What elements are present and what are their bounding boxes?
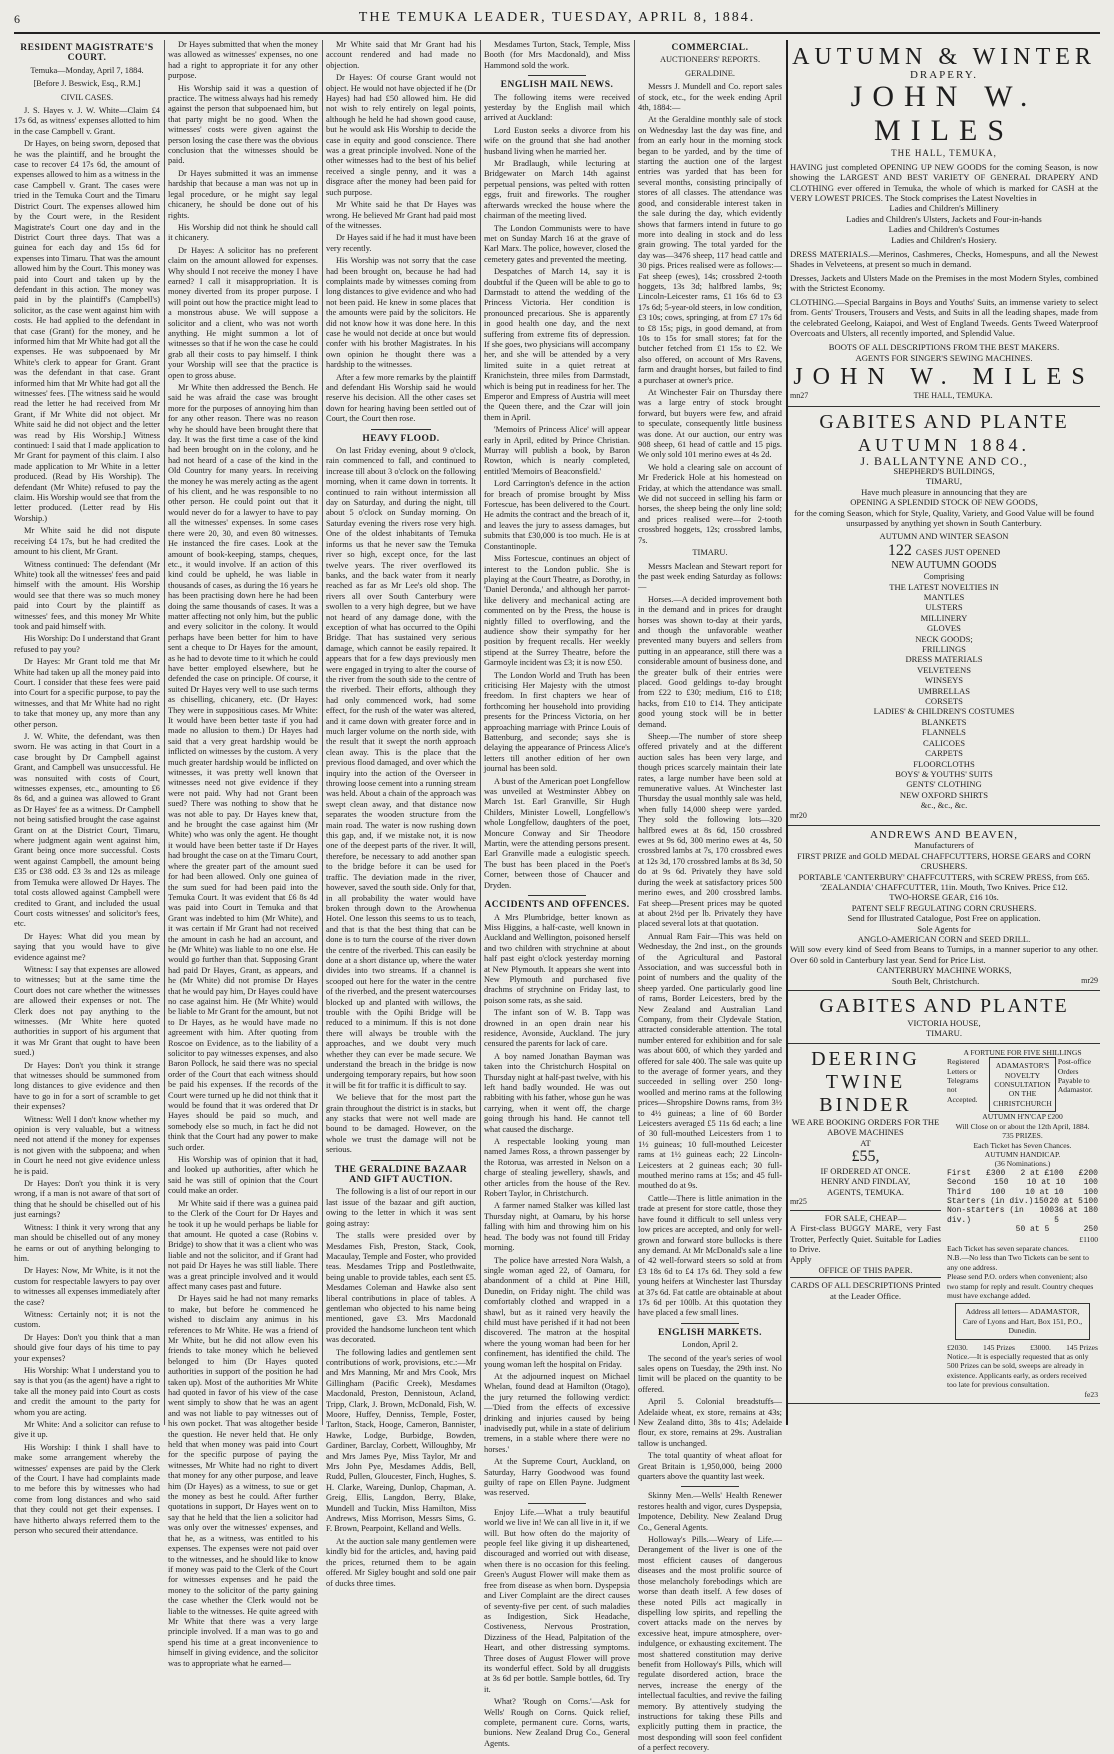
court-section: CIVIL CASES. — [60, 92, 114, 102]
ad-subline: DRAPERY. — [909, 69, 979, 81]
table-cell: 10 at 10 — [1026, 1178, 1066, 1188]
list-item: ULSTERS — [925, 602, 963, 613]
paragraph: His Worship: Do I understand that Grant refused to pay you? — [14, 634, 160, 654]
paragraph: Mr White said that Mr Grant had his account rendered and had made no objection. — [326, 40, 476, 70]
paragraph: Witness: I think it very wrong that any man should be chiselled out of any money he earns or out of anything belonging to him. — [14, 1222, 160, 1263]
ad-ref: fe23 — [1084, 1389, 1098, 1399]
column-2 — [168, 40, 319, 1668]
bazaar-body — [326, 1187, 476, 1588]
paragraph: The second of the year's series of wool sales opens on Tuesday, the 29th inst. No limit will be placed on the quantity to be offered. — [638, 1353, 782, 1394]
timaru-body — [638, 562, 782, 1319]
ad-address: THE HALL, TEMUKA, — [891, 148, 997, 159]
column-4-ads — [484, 1508, 630, 1749]
advertisements — [788, 40, 1100, 1425]
paragraph: After a few more remarks by the plaintiff and defendant His Worship said he would reserve his decision. All the other cases set down for hearing having been settled out of Court, the Court then rose. — [326, 372, 476, 424]
ad-making: Dresses, Jackets and Ulsters Made on the Premises in the most Modern Styles, combined with the Strictest Economy. — [790, 272, 1098, 294]
court-continued — [168, 40, 318, 1669]
ad-ref: mn27 — [790, 391, 809, 401]
paragraph: Dr Hayes submitted it was an immense hardship that because a man was not up in legal procedure, or he might say legal chicanery, he should be done out of his rights. — [168, 168, 318, 220]
paragraph: Messrs J. Mundell and Co. report sales of stock, etc., for the week ending April 4th, 1884:— — [638, 82, 782, 113]
divider — [528, 895, 586, 896]
table-cell: 50 at 5 — [1015, 1225, 1050, 1235]
court-conclusion — [326, 40, 476, 425]
paragraph: At the adjourned inquest on Michael Whelan, found dead at Hamilton (Otago), the jury returned the following verdict:—'Died from the effects of excessive drinking and injuries caused by being inadvisedly put, while in a state of delirium tremens, in a stable where there were no horses.' — [484, 1371, 630, 1454]
paragraph: At the Geraldine monthly sale of stock on Wednesday last the day was fine, and from an early hour in the morning stock began to be yarded, and by the time of starting the auction one of the largest entries was yarded that has been for several months, consisting principally of stores of all classes. The attendance was good, and considerable interest taken in the sale during the day, which evidently shows that farmers intend in future to go more into dealing in stock and do less grain growing. The total yarded for the day was—3476 sheep, 117 head cattle and 30 pigs. Prices realised were as follows:—Fat sheep (ewes), 14s; crossbred 2-tooth hoggets, 13s 3d; halfbred lambs, 9s; Lincoln-Leicester rams, £1 16s 6d to £3 17s 6d; 5-year-old steers, in low condition, £3 10s; cows, springing, at from £7 17s 6d to £8 15s; pigs, in good demand, at from 10s to 15s for small stores; fat for the butcher fetched from £1 15s to £2. We also offered, on account of Mrs Ravens, farm and draught horses, but failed to find a purchaser at owner's price. — [638, 115, 782, 385]
table-cell: 180 — [1083, 1206, 1098, 1216]
paragraph: Dr Hayes: Don't you think it strange that witnesses should be summoned from long distances to give evidence and then have to go in for a sort of scramble to get their expenses? — [14, 1060, 160, 1112]
table-cell: Third — [947, 1187, 972, 1197]
ad-booking: WE ARE BOOKING ORDERS FOR THE ABOVE MACHINES — [791, 1116, 940, 1138]
table-cell: 100 — [1083, 1196, 1098, 1206]
table-cell: 20 at 5 — [1049, 1196, 1083, 1206]
paragraph: Annual Ram Fair—This was held on Wednesday, the 2nd inst., on the grounds of the Agricultural and Pastoral Association, and was successful both in point of numbers and the quality of the sheep yarded. One particularly good line of rams, Border Leicesters, bred by the New Zealand and Australian Land Company, from their Clydevale Station, attracted considerable attention. The total number entered for exhibition and for sale was about 600, of which they yarded and offered for sale 400. The sale was quite up to the average of former years, and they succeeded in selling over 250 long-woolled and merino rams at the following prices—Shropshire Downs rams, from 3½ to 4½ guineas; a line of 60 Border Leicesters averaged £5 11s 6d each; a line of 30 full-mouthed Leicesters from 1 to 1½ guineas; 10 full-mouthed Leicester rams at 1½ guineas each; 22 Lincoln-Leicesters at 2 guineas each; 30 full-mouthed merino rams at 15s; and 45 full-mouthed do at 9s. — [638, 931, 782, 1191]
list-item: MANTLES — [923, 592, 965, 602]
ad-ref: mr20 — [790, 810, 807, 820]
divider — [681, 1486, 739, 1487]
paragraph: His Worship was not sorry that the case had been brought on, because he had had complaints made by witnesses coming from long distances to give evidence and who had not been paid. He knew in some places that the amounts were paid by the solicitors. He did not know how it was done here. In this case he would not decide at once but would confer with his brother Magistrates. In his own opinion he thought there was a hardship to the witnesses. — [326, 256, 476, 370]
ad-season-line: AUTUMN AND WINTER SEASON — [879, 531, 1009, 542]
table-row — [947, 1206, 1098, 1225]
ad-fortune-number: 735 PRIZES. — [1002, 1131, 1043, 1141]
paragraph: Witness: I say that expenses are allowed to witnesses; but at the same time the Court does not care whether the witnesses are allowed their expenses or not. The Clerk does not pay anything to the witnesses. (Mr White here quoted authorities in support of his argument that it was Mr Grant that ought to have been sued.) — [14, 964, 160, 1058]
table-row — [947, 1225, 1098, 1234]
paragraph: We hold a clearing sale on account of Mr Frederick Hole at his homestead on Friday, at which the attendance was small. We did not succeed in selling his farm or horses, the sheep being the only line sold; and prices realised were—for 2-tooth crossbred hoggets, 12s; crossbred lambs, 7s. — [638, 462, 782, 545]
bazaar-title: THE GERALDINE BAZAAR AND GIFT AUCTION. — [334, 1164, 468, 1186]
paragraph: A farmer named Stalker was killed last Thursday night, at Oamaru, by his horse falling with him and throwing him on his head. The body was not found till Friday morning. — [484, 1201, 630, 1253]
ad-count: 122 — [887, 541, 912, 559]
ad-fortune-cap: AUTUMN HANDICAP. — [984, 1149, 1061, 1159]
ad-firm-name: GABITES AND PLANTE — [819, 410, 1069, 433]
commercial-body — [638, 82, 782, 546]
column-4 — [484, 40, 630, 1748]
ad-row-bottom — [788, 1044, 1100, 1404]
ad-works: CANTERBURY MACHINE WORKS, — [876, 965, 1012, 976]
paragraph: J. W. White, the defendant, was then sworn. He was acting in that Court in a case brought by Dr Campbell against Grant, and Campbell was unsuccessful. He was nonsuited with costs of Court, witnesses expenses, etc., amounting to £6 8s 6d, and a guinea was allowed to Grant as Dr Hayes' fee as a witness. Dr Campbell not being satisfied brought the case against Grant on at the District Court, Timaru, where judgment again went against him, Grant being once more successful. Costs went against Campbell, the amount being £35 or £38 odd. £3 3s and 12s as mileage from Temuka were allowed Dr Hayes. The total costs allowed against Campbell were credited to Grant, and included the usual Court costs witnesses' and solicitor's fees, etc. — [14, 732, 160, 929]
paragraph: On last Friday evening, about 9 o'clock, rain commenced to fall, and continued to increase till about 3 o'clock on the following morning, when it came down in torrents. It continued to rain without intermission all day on Saturday, and during the night, till about 5 o'clock on Sunday morning. On Saturday evening the rivers rose very high. One of the oldest inhabitants of Temuka informs us that he never saw the Temuka river so high, except once, for the last twelve years. The river overflowed its banks, and the back water from it nearly reached as far as Mr Lee's old shop. The rivers all over South Canterbury were swollen to a very high degree, but we have not heard of any damage done, with the exception of what has occurred to the Opihi Bridge. That has sustained very serious damage, which cannot be easily repaired. It appears that for a few days previously men were engaged in trying to alter the course of the river from the south side to the centre of the riverbed. Their efforts, although they had only commenced work, had some effect, for the rush of the water was altered, and it came down with greater force and in much larger volume on the north side, with the result that it swept the north approach clean away. This is the place that the previous flood damaged, and over which the inquiry into the action of the Overseer in throwing loose cement into a running stream was held. About a chain of the approach was swept clean away, and that distance now separates the wooden structure from the main road. The water is now rushing down this gap, and, if we mistake not, it is now one of the deepest parts of the river. It will, therefore, be necessary to add another span to the bridge before it can be used for traffic. The deviation made in the river, however, saved the south side. Only for that, in all probability the water would have broken through down to the Arowhenua Hotel. One lesson this seems to us to teach, and that is that the best thing that can be done is to turn the course of the river down the centre of the riverbed. This can easily be done at a short distance up, where the water divides into two streams. If a channel is scooped out here for the water in the centre of the riverbed, and the present watercourses blocked up and planted with willows, the trouble with the Opihi Bridge will be reduced to a minimum. If this is not done there will always be trouble with the approaches, and we doubt very much whether they can ever be made secure. We understand the breach in the bridge is now undergoing temporary repairs, but how soon it will be fit for traffic it is difficult to say. — [326, 446, 476, 1090]
commercial-title: COMMERCIAL. — [671, 43, 749, 53]
flood-title: HEAVY FLOOD. — [362, 433, 440, 444]
ad-fortune-each: Each Ticket has Seven Chances. — [973, 1140, 1072, 1150]
paragraph: His Worship: What I understand you to say is that you (as the agent) have a right to take all the money paid into Court as costs and credit the amount to the party for whom you are acting. — [14, 1365, 160, 1417]
paragraph: Messrs Maclean and Stewart report for the past week ending Saturday as follows:— — [638, 561, 782, 592]
paragraph: A Mrs Plumbridge, better known as Miss Higgins, a half-caste, well known in Auckland and Wellington, poisoned herself and two children with strychnine at about half past eight o'clock yesterday morning at New Plymouth. It appears she went into New Plymouth and purchased five drachms of strychnine on Friday last, to poison some rats, as she said. — [484, 912, 630, 1005]
paragraph: The total quantity of wheat afloat for Great Britain is 1,950,000, being 2000 quarters above the quantity last week. — [638, 1451, 782, 1482]
ad-send: Send for Illustrated Catalogue, Post Free on application. — [847, 913, 1041, 924]
paragraph: At the Supreme Court, Auckland, on Saturday, Harry Goodwood was found guilty of rape on Ellen Payne. Judgment was reserved. — [484, 1457, 630, 1498]
paragraph: 'Memoirs of Princess Alice' will appear early in April, edited by Prince Christian. Murray will publish a book, by Baron Rowton, which is nearly completed, entitled 'Memoirs of Beaconsfield.' — [484, 425, 630, 476]
paragraph: Dr Hayes: A solicitor has no preferent claim on the amount allowed for expenses. Why should I not receive the money I have earned? I call it misappropriation. It is money diverted from its proper purpose. I will point out how the practice might lead to a monstrous abuse. We will suppose a solicitor and a client, who was not worth anything. He might summon a lot of witnesses so that if he won the case he could grab all their costs to pay himself. I think your Worship will see that the practice is open to gross abuse. — [168, 245, 318, 380]
paragraph: At the auction sale many gentlemen were kindly bid for the articles, and, having paid the prices, returned them to be again offered. Mr Sigley bought and sold one pair of ducks three times. — [326, 1536, 476, 1588]
paragraph: Dr Hayes: What did you mean by saying that you would have to give evidence against me? — [14, 931, 160, 962]
ad-fortune-notice: Notice.—It is especially requested that as only 500 Prizes can be sold, sweeps are already in existence. Applicants early, as orders received too late for previous consultation. — [947, 1352, 1089, 1390]
ad-fortune-nb: N.B.—No less than Two Tickets can be sent to any one address. — [947, 1253, 1089, 1272]
paragraph: Dr Hayes, on being sworn, deposed that he was the plaintiff, and he brought the case to recover £4 17s 6d, the amount of expenses allowed to him as a witness in the case Campbell v. Grant. The cases were tried in the Temuka Court and the Timaru District Court. The expenses allowed him by the Court were, in the Resident Magistrate's Court one day and in the District Court three days. That was a guinea for each day and 15s 6d for expenses into Timaru. That was the amount allowed him by the Court. This money was paid into Court and taken up by the defendant in this action. The money was paid in by the plaintiff's (Campbell's) solicitor, as the case went against him with costs. He had applied to the defendant in that case (Grant) for the money, and he informed him that Mr White had got all the expenses. He was subpoenaed by Mr White's clerk to appear for Grant. Grant was the defendant in that case. Grant informed him that Mr White had got all the witnesses' fees. [The witness said he would read the letter he had received from Mr Grant, if Mr White did not object. Mr White said he did not object and the letter was read by His Worship.] Witness continued: I said that I made application to Mr Grant for payment of this claim. I also made application to Mr White in a letter produced. (Read by His Worship). The defendant (Mr White) refused to pay the claim. His Worship would see that from the letter produced. (Letter read by His Worship.) — [14, 139, 160, 523]
table-row — [947, 1178, 1098, 1187]
ad-agent: HENRY AND FINDLAY, — [820, 1176, 911, 1187]
paragraph: Miss Fortescue, continues an object of interest to the London public. She is playing at the Court Theatre, as Dorothy, in 'Daniel Deronda,' and although her parrot-like delivery and mechanical acting are commented on by the Press, the house is nightly filled to overflowing, and the audience show their sympathy for her position by frequent recalls. Her weekly stipend at the Surrey Theatre, before the Garmoyle incident was £3; it is now £50. — [484, 554, 630, 668]
ad-portable: PORTABLE 'CANTERBURY' CHAFFCUTTERS, with SCREW PRESS, from £65. — [798, 871, 1090, 882]
paragraph: The stalls were presided over by Mesdames Fish, Preston, Stack, Cook, Macaulay, Temple and Foster, who provided teas. Mesdames Tripp and Postlethwaite, being unable to provide tables, each sent £5. Mesdames Coleman and Hawke also sent liberal contributions in place of tables. A gentleman who objected to his name being mentioned, gave £3. Mrs Macdonald provided the handsome luncheon tent which was decorated. — [326, 1231, 476, 1345]
table-cell: 250 — [1083, 1225, 1098, 1235]
ad-fortune-event: AUTUMN H'N'CAP £200 — [982, 1112, 1063, 1122]
table-cell: 150 — [994, 1178, 1009, 1188]
paragraph: Dr Hayes submitted that when the money was allowed as witnesses' expenses, no one had a right to appropriate it for any other purpose. — [168, 40, 318, 81]
table-cell: 100 — [1083, 1178, 1098, 1188]
ad-comprising: Comprising — [923, 571, 965, 582]
table-cell: £300 — [986, 1168, 1006, 1178]
list-item: MILLINERY — [920, 612, 968, 623]
ad-fortune — [947, 1048, 1098, 1399]
list-item: &c., &c., &c. — [920, 800, 968, 811]
ad-gabites-victoria — [788, 991, 1100, 1044]
list-item: UMBRELLAS — [917, 685, 971, 696]
table-cell: Non-starters (in div.) — [947, 1206, 1024, 1225]
column-rule — [634, 40, 635, 1425]
paragraph: Witness: Well I don't know whether my opinion is very valuable, but a witness need not attend if the money for expenses is not given with the subpoena; and when in Court he need not give evidence unless he is paid. — [14, 1114, 160, 1176]
paragraph: Horses.—A decided improvement both in the demand and in prices for draught horses was shown to-day at their yards, and though the unfavorable weather prevented many buyers and sellers from putting in an appearance, still there was a considerable amount of business done, and the greater bulk of their entries were placed. Good geldings to-day brought from £22 to £30; medium, £16 to £18; hacks, from £10 to £14. They anticipate good young stock will be in better demand. — [638, 594, 782, 729]
divider — [528, 1503, 586, 1504]
paragraph: The London Communists were to have met on Sunday March 16 at the grave of Karl Marx. The police, however, closed the cemetery gates and prevented the meeting. — [484, 223, 630, 264]
paragraph: A respectable looking young man named James Ross, a thrown passenger by the Rotorua, was arrested in Nelson on a charge of stealing jewellery, shawls, and other articles from the house of the Rev. Robert Taylor, in Christchurch. — [484, 1137, 630, 1199]
ad-gear: TWO-HORSE GEAR, £16 10s. — [889, 892, 999, 903]
ad-item-list — [790, 592, 1098, 811]
ad-andrews-beaven — [788, 826, 1100, 991]
ad-boots: BOOTS OF ALL DESCRIPTIONS FROM THE BEST MAKERS. — [828, 342, 1060, 353]
table-cell: 150 — [1034, 1196, 1049, 1206]
ad-zealandia: 'ZEALANDIA' CHAFFCUTTER, 11in. Mouth, Two Knives. Price £12. — [820, 881, 1068, 892]
ad-firm-name: ANDREWS AND BEAVEN, — [869, 828, 1019, 841]
paragraph: Mr White said if there was a guinea paid to the Clerk of the Court for Dr Hayes and he took it up he would perhaps be liable for that amount. He quoted a case (Robins v. Bridge) to show that it was a client who was liable and not the solicitor, and if Grant had not paid Dr Hayes he was still liable. There was a great principle involved and it would affect many cases past and future. — [168, 1198, 318, 1291]
list-item: BOYS' & YOUTHS' SUITS — [895, 768, 993, 779]
ad-building: SHEPHERD'S BUILDINGS, — [893, 465, 995, 476]
list-item: Ladies and Children's Hosiery. — [891, 234, 997, 245]
divider — [371, 429, 431, 430]
paragraph: Skinny Men.—Wells' Health Renewer restores health and vigor, cures Dyspepsia, Impotence, Debility. New Zealand Drug Co., General Agents. — [638, 1491, 782, 1532]
court-body — [14, 106, 160, 1536]
table-cell: First — [947, 1168, 972, 1178]
ad-john-miles — [788, 40, 1100, 407]
ad-address-repeat: THE HALL, TEMUKA. — [913, 391, 993, 401]
flood-body — [326, 446, 476, 1156]
ad-firm: J. BALLANTYNE AND CO., — [860, 453, 1028, 468]
table-cell: 2 at £100 — [1020, 1168, 1064, 1178]
table-cell: £200 — [1078, 1168, 1098, 1178]
paragraph: April 5. Colonial breadstuffs—Adelaide wheat, ex store, remains at 43s; New Zealand ditto, 38s to 41s; Adelaide flour, ex store, remains at 29s. Australian tallow is unchanged. — [638, 1397, 782, 1448]
ad-cases: CASES JUST OPENED — [915, 546, 1001, 557]
ad-clothing: CLOTHING.—Special Bargains in Boys and Youths' Suits, an immense variety to select from. Gents' Trousers, Trousers and Vests, and Suits in all the leading shapes, made from the celebrated Geelong, Kaiapoi, and West of England Tweeds. Gents Tweed Waterproof Overcoats and Ulsters, all recently imported, and Splendid Value. — [790, 296, 1098, 338]
list-item: LADIES' & CHILDREN'S COSTUMES — [873, 706, 1015, 717]
ad-latest: THE LATEST NOVELTIES IN — [889, 581, 999, 592]
list-item: FLOORCLOTHS — [913, 758, 975, 769]
table-cell: Second — [947, 1178, 976, 1188]
paragraph: The London World and Truth has been criticising Her Majesty with the utmost freedom. In first chapters we hear of forthcoming her household into providing presents for the Princess Victoria, on her approaching marriage with Prince Louis of Battenburg, and seconde; says she is delaying the appearance of Princess Alice's letters till another edition of her own journal has been sold. — [484, 670, 630, 774]
column-rule — [322, 40, 323, 1425]
ad-fortune-addr: Address all letters— ADAMASTOR, Care of Lyons and Hart, Box 151, P.O., Dunedin. — [955, 1303, 1090, 1339]
ad-patent: PATENT SELF REGULATING CORN CRUSHERS. — [851, 902, 1037, 913]
list-item: GLOVES — [927, 623, 961, 634]
ad-at: AT — [860, 1137, 871, 1148]
paragraph: J. S. Hayes v. J. W. White—Claim £4 17s 6d, as witness' expenses allotted to him in the case Campbell v. Grant. — [14, 106, 160, 136]
mail-body — [484, 93, 630, 891]
ad-fortune-center: ADAMASTOR'S NOVELTY CONSULTATION ON THE CHRISTCHURCH — [989, 1057, 1056, 1112]
list-item: DRESS MATERIALS — [905, 654, 983, 665]
ad-sale-title: FOR SALE, CHEAP— — [824, 1212, 907, 1223]
ad-agent-town: AGENTS, TEMUKA. — [827, 1186, 904, 1197]
ad-fortune-amount: 145 Prizes — [1066, 1342, 1098, 1352]
paragraph: The following items were received yesterday by the English mail which arrived at Auckland: — [484, 92, 630, 123]
ad-season: AUTUMN 1884. — [858, 434, 1030, 455]
ad-town: TIMARU. — [925, 1028, 963, 1039]
column-1 — [14, 40, 160, 1536]
ad-gabites-plante — [788, 407, 1100, 826]
markets-dateline: London, April 2. — [682, 1340, 738, 1350]
ad-fortune-amount: £2030. — [947, 1342, 968, 1352]
ad-fortune-headline: A FORTUNE FOR FIVE SHILLINGS — [963, 1047, 1082, 1057]
table-cell: 100 — [990, 1187, 1006, 1197]
paragraph: A bust of the American poet Longfellow was unveiled at Westminster Abbey on March 1st. Earl Granville, Sir Hugh Childers, Minister Lowell, Longfellow's whole Longfellow, daughters of the poet, Moncure Conway and Sir Theodore Martin, were the attending persons present. Earl Granville made a eulogistic speech. The bust has been placed in the Poet's Corner, between those of Chaucer and Dryden. — [484, 776, 630, 890]
ad-drill-text: Will sow every kind of Seed from Beans to Turnips, in a manner superior to any other. Over 60 sold in Canterbury last year. Send for Price List. — [790, 944, 1098, 965]
ad-fortune-tickets: Each Ticket has seven separate chances. — [947, 1243, 1069, 1253]
ad-ref: mr25 — [790, 1197, 807, 1207]
ad-pleasure: Have much pleasure in announcing that they are — [861, 486, 1027, 497]
ad-deering — [790, 1048, 941, 1399]
column-5-ads — [638, 1491, 782, 1753]
commercial-place: GERALDINE. — [684, 68, 735, 78]
ad-town: TIMARU, — [925, 476, 963, 487]
paragraph: Witness: Certainly not; it is not the custom. — [14, 1309, 160, 1330]
commercial-sub: AUCTIONEERS' REPORTS. — [659, 55, 761, 65]
ad-drill: ANGLO-AMERICAN CORN and SEED DRILL. — [857, 934, 1031, 944]
accidents-body — [484, 913, 630, 1499]
paragraph: His Worship was of opinion that it had, and looked up authorities, after which he said he was still of opinion that the Court could make an order. — [168, 1155, 318, 1196]
ad-sale-office: OFFICE OF THIS PAPER. — [818, 1264, 913, 1275]
ad-sale-text: A First-class BUGGY MARE, very Fast Trotter, Perfectly Quiet. Suitable for Ladies to Drive. — [790, 1223, 941, 1254]
divider — [681, 1323, 739, 1324]
page-number: 6 — [14, 12, 21, 26]
ad-opening: OPENING A SPLENDID STOCK OF NEW GOODS, — [850, 497, 1038, 508]
paragraph: Dr Hayes: Mr Grant told me that Mr White had taken up all the money paid into Court. I consider that these fees were paid into Court for a specific purpose, to pay the witnesses, and that Mr White had no right to take that money up, any more than any other person. — [14, 657, 160, 729]
paragraph: The infant son of W. B. Tapp was drowned in an open drain near his residence, Avonside, Auckland. The jury censured the parents for lack of care. — [484, 1008, 630, 1049]
paragraph: The following is a list of our report in our last issue of the bazaar and gift auction, owing to the letter in which it was sent going astray: — [326, 1187, 476, 1228]
bazaar-end — [484, 40, 630, 71]
paragraph: Lord Euston seeks a divorce from his wife on the ground that she had another husband living when he married her. — [484, 125, 630, 156]
ad-new-goods: NEW AUTUMN GOODS — [891, 559, 997, 571]
paragraph: A boy named Jonathan Bayman was taken into the Christchurch Hospital on Thursday night at half-past twelve, with his left hand badly wounded. He was out rabbiting with his father, whose gun he was carrying, when it went off, the charge going through his hand. He cannot tell what caused the discharge. — [484, 1051, 630, 1134]
table-cell: Starters (in div.) — [947, 1196, 1034, 1206]
ad-coming: for the coming Season, which for Style, Quality, Variety, and Good Value will be found unsurpassed by anything yet shown in South Canterbury. — [794, 507, 1094, 528]
ad-firm-name-repeat: JOHN W. MILES — [793, 364, 1095, 391]
markets-body — [638, 1354, 782, 1483]
markets-title: ENGLISH MARKETS. — [657, 1327, 763, 1338]
paragraph: His Worship: I think I shall have to make some arrangement whereby the witnesses' expenses are paid by the Clerk of the Court. I have had complaints made to me before this by witnesses who had come from long distances and who said that they could not get their expenses. I have hitherto always referred them to the person who secured their attendance. — [14, 1442, 160, 1536]
ad-fortune-left: Registered Letters or Telegrams not Accepted. — [947, 1057, 980, 1104]
column-5 — [638, 40, 782, 1753]
list-item: FLANNELS — [922, 727, 966, 738]
list-item: CALICOES — [922, 737, 966, 748]
ad-ordered: IF ORDERED AT ONCE. — [820, 1166, 911, 1177]
court-dateline: Temuka—Monday, April 7, 1884. — [30, 65, 144, 75]
table-row — [947, 1188, 1098, 1197]
list-item: Ladies and Children's Costumes — [888, 224, 1000, 235]
paragraph: Dr Hayes: Now, Mr White, is it not the custom for respectable lawyers to pay over to witnesses all expenses immediately after the case? — [14, 1266, 160, 1307]
ad-fortune-nom: (36 Nominations.) — [994, 1159, 1051, 1169]
list-item: NEW OXFORD SHIRTS — [899, 789, 989, 800]
list-item: WINSEYS — [924, 675, 964, 686]
paragraph: Mr White said he that Dr Hayes was wrong. He believed Mr Grant had paid most of the witnesses. — [326, 200, 476, 230]
accidents-title: ACCIDENTS AND OFFENCES. — [484, 900, 630, 911]
table-cell: 100 — [1083, 1187, 1098, 1197]
court-title: RESIDENT MAGISTRATE'S COURT. — [20, 43, 154, 64]
paragraph: The police have arrested Nora Walsh, a single woman aged 22, of Oamaru, for abandonment of a child at Pine Hill, Dunedin, on Friday night. The child was comfortably clothed and wrapped in a shawl, but as it rained very heavily the child must have perished if it had not been discovered. The matron at the hospital where the young woman had been for her confinement, has identified the child. The young woman left the hospital on Friday. — [484, 1255, 630, 1369]
ad-fortune-amount: £3000. — [1030, 1342, 1051, 1352]
table-row — [947, 1169, 1098, 1178]
ad-dress: DRESS MATERIALS.—Merinos, Cashmeres, Checks, Homespuns, and all the Newest Shades in Velveteens, at present so much in demand. — [790, 249, 1098, 270]
paragraph: Dr Hayes said he had not many remarks to make, but before he commenced he wished to disclaim any animus in his references to Mr White. He was a friend of Mr White, but he did not allow even his friends to take money which he believed belonged to him (Dr Hayes quoted authorities in support of the position he had taken up). Most of the authorities Mr White had quoted in favor of his view of the case went simply to show that he was an agent and was not liable to pay witnesses out of his own pocket. That was altogether beside the question. He never held that. He only held that when money was paid into Court for the specific purpose of paying the witnesses, Mr White had no right to divert that money for any other purpose, and leave him (Dr Hayes) as a witness, to sue or get the money as best he could. After further quotations in support, Dr Hayes went on to say that he held that the lien a solicitor had was only over the witnesses' expenses, and that he, as a witness, was entitled to his expenses. The expenses were not paid over to the witnesses, and he should like to know if money was paid to the Clerk of the Court for witnesses expenses and he paid the money to the solicitor of the party gaining the case whether the Clerk would not be liable to the witnesses. He quite agreed with Mr White that there was a very large principle involved. If a man was to go and spend his time at a great inconvenience to himself in giving evidence, and the solicitor was to appropriate what he earned— — [168, 1294, 318, 1668]
paragraph: Sheep.—The number of store sheep offered privately and at the different auction sales has been very large, and though prices scarcely maintain their late rates, a large number have been sold at remunerative values. At Winchester last Thursday the usual monthly sale was held, when fully 14,000 sheep were yarded. They sold the following lots—320 halfbred ewes at 8s 6d, 150 crossbred ewes at 9s 6d, 300 merino ewes at 4s, 50 crossbred lambs at 7s, 170 crossbred ewes at 12s 3d, 170 crossbred lambs at 8s 3d, 50 do at 9s 6d. Privately they have sold during the week at satisfactory prices 500 merino ewes, and 200 crossbred lambs. Fat sheep—Present prices may be quoted at about 2½d per lb. Privately they have placed several lots at that quotation. — [638, 732, 782, 929]
paragraph: Mesdames Turton, Stack, Temple, Miss Booth (for Mrs Macdonald), and Miss Hammond sold the work. — [484, 40, 630, 70]
table-row — [947, 1197, 1098, 1206]
masthead — [14, 6, 1100, 34]
paragraph: Enjoy Life.—What a truly beautiful world we live in! We can all live in it, if we will. But how often do the majority of people feel like giving it up disheartened, discouraged and worried out with disease, when there is no occasion for this feeling. Green's August Flower will make them as free from disease as when born. Dyspepsia and Liver Complaint are the direct causes of seventy-five per cent. of such maladies as Indigestion, Sick Headache, Costiveness, Nervous Prostration, Dizziness of the Head, Palpitation of the Heart, and other distressing symptoms. Three doses of August Flower will prove its wonderful effect. Sold by all druggists at 3s 6d per bottle. Sample bottles, 6d. Try it. — [484, 1507, 630, 1694]
table-cell: 10 at 10 — [1025, 1187, 1064, 1197]
court-bench: [Before J. Beswick, Esq., R.M.] — [33, 79, 141, 89]
list-item: Ladies and Children's Ulsters, Jackets and Four-in-hands — [846, 213, 1042, 224]
ad-street: South Belt, Christchurch. — [891, 975, 980, 986]
ad-house: VICTORIA HOUSE, — [907, 1018, 981, 1029]
paragraph: Dr Hayes: Don't you think that a man should give four days of his time to pay your expenses? — [14, 1332, 160, 1363]
ad-prize: FIRST PRIZE and GOLD MEDAL CHAFFCUTTERS, HORSE GEARS and CORN CRUSHERS. — [797, 850, 1091, 872]
ad-firm-name: JOHN W. MILES — [850, 80, 1038, 148]
ad-sale-apply: Apply — [790, 1254, 812, 1265]
paragraph: Dr Hayes said if he had it must have been very recently. — [326, 233, 476, 253]
table-cell: 100 — [1039, 1206, 1055, 1216]
list-item: CORSETS — [925, 696, 963, 707]
ad-agents: AGENTS FOR SINGER'S SEWING MACHINES. — [855, 352, 1033, 363]
list-item: Ladies and Children's Millinery — [889, 203, 999, 214]
timaru-place: TIMARU. — [692, 548, 728, 558]
paragraph: Lord Carrington's defence in the action for breach of promise brought by Miss Fortescue, has been delivered to the Court. He admits the contract and the breach of it, and leaves the jury to assess damages, but submits that £30,000 is too much. He is at Constantinople. — [484, 479, 630, 551]
paragraph: Dr Hayes: Of course Grant would not object. He would not have objected if he (Dr Hayes) had had £50 allowed him. He did not wish to rely entirely on legal points, although he held he had shown good cause, but he would ask His Worship to decide the case in equity and good conscience. There was a great principle involved. None of the other witnesses had to the best of his belief received a single penny, and it was a disgrace after the money had been paid for such purpose. — [326, 73, 476, 197]
ad-fortune-total: £1100 — [1079, 1234, 1098, 1244]
list-item: VELVETEENS — [916, 664, 972, 675]
list-item: CARPETS — [925, 748, 963, 759]
column-3 — [326, 40, 476, 1588]
paragraph: Mr White said he did not dispute receiving £4 17s, but he had credited the amount to his client, Mr Grant. — [14, 526, 160, 557]
column-rule — [480, 40, 481, 1425]
ad-fortune-please: Please send P.O. orders when convenient; also two stamp for reply and result. Country cheques must have exchange added. — [947, 1272, 1094, 1300]
paragraph: Holloway's Pills.—Weary of Life.—Derangement of the liver is one of the most efficient causes of dangerous diseases and the most prolific source of those melancholy forebodings which are worse than death itself. A few doses of these noted Pills act magically in dispelling low spirits, and repelling the covert attacks made on the nerves by excessive heat, impure atmosphere, over-indulgence, or exhausting excitement. The most shattered constitution may derive benefit from Holloway's Pills, which will regulate disordered action, brace the nerves, increase the energy of the intellectual faculties, and revive the failing memory. By attentively studying the instructions for taking these Pills and explicitly putting them in practice, the most desponding will soon feel confident of a perfect recovery. — [638, 1535, 782, 1753]
prize-table — [947, 1169, 1098, 1235]
ad-lines — [790, 203, 1098, 245]
newspaper-title: THE TEMUKA LEADER, TUESDAY, APRIL 8, 1884. — [358, 10, 756, 25]
ad-firm-name: GABITES AND PLANTE — [819, 995, 1069, 1018]
table-cell: 36 at 5 — [1054, 1206, 1079, 1225]
ad-deering-l1: DEERING — [811, 1047, 920, 1070]
paragraph: His Worship did not think he should call it chicanery. — [168, 222, 318, 243]
ad-sole: Sole Agents for — [917, 923, 971, 934]
paragraph: Dr Hayes: Don't you think it is very wrong, if a man is not aware of that sort of thing that he should be chiselled out of his just earnings? — [14, 1179, 160, 1220]
paragraph: At Winchester Fair on Thursday there was a large entry of stock brought forward, but buyers were few, and afraid to speculate, consequently little business was done. At our auction, our entry was 908 sheep, 61 head of cattle and 15 pigs. We only sold 101 merino ewes at 4s 2d. — [638, 388, 782, 460]
divider — [371, 1160, 431, 1161]
ad-makers: Manufacturers of — [914, 840, 974, 851]
ad-body: HAVING just completed OPENING UP NEW GOODS for the coming Season, is now showing the LARGEST AND BEST VARIETY OF GENERAL DRAPERY AND CLOTHING ever offered in Temuka, the whole of which is marked for CASH at the VERY LOWEST PRICES. The Stock comprises the Latest Novelties in — [790, 161, 1098, 204]
paragraph: What? 'Rough on Corns.'—Ask for Wells' Rough on Corns. Quick relief, complete, permanent cure. Corns, warts, bunions. New Zealand Drug Co., General Agents. — [484, 1697, 630, 1748]
ad-deering-l3: BINDER — [819, 1093, 912, 1116]
paragraph: Witness continued: The defendant (Mr White) took all the witnesses' fees and paid himself with the amount. His Worship would see that there was so much money paid into Court by the plaintiff as witnesses' fees, and this money Mr White took and paid himself with. — [14, 559, 160, 631]
ad-fortune-amount: 145 Prizes — [983, 1342, 1015, 1352]
paragraph: We believe that for the most part the grain throughout the district is in stacks, but any stacks that were not well made are bound to be damaged. However, on the whole we trust the damage will not be serious. — [326, 1093, 476, 1155]
list-item: FRILLINGS — [922, 644, 966, 655]
paragraph: Mr White then addressed the Bench. He said he was afraid the case was brought more for the purposes of annoying him than for any other reason. There was no reason why he should have been brought there that day. It was the first time a case of the kind had been brought on in the colony, and he had not heard of a case of the kind in the Old Country for many years. In receiving the money he was merely acting as the agent of his client, and he was responsible to no other person. He could point out that it would never do for a lawyer to have to pay all the witnesses' expenses. In some cases there were 20, 30, and even 80 witnesses. He instanced the fire cases. Look at the amount of book-keeping, stamps, cheques, etc., it would involve. If an action of this kind could be upheld, he was liable in thousands of cases, as during the 16 years he has been practising down here he had been doing the same thousands of cases. It was a matter affecting not only him, but the public and every solicitor in the colony. It would perhaps have been better for him to have sent a cheque to Dr Hayes for the amount, as he had to devote time to it which he could have better employed elsewhere, but he defended the case on principle. Of course, it suited Dr Hayes very well to use such terms as chiselling, chicanery, etc. (Dr Hayes: They were in suppositious cases. Mr White: It would have been better taste if you had made no allusion to them.) Dr Hayes had said that a very great hardship would be inflicted on witnesses by the custom. A very much greater hardship would be inflicted on witnesses, it was pretty well known that witnesses need not give evidence if they were not paid. Why had not Grant been sued? There was nothing to show that he was not able to pay. Dr Hayes knew that, and he brought the case against him (Mr White) who was only the agent. He thought it would have been better taste if Dr Hayes had brought the case on at the Timaru Court, where the greater part of the amount sued for had been allowed. Only one guinea of the sum sued for had been paid into the Temuka Court. It was evident that £6 8s 4d was paid into Court in Temuka and that Grant was indebted to him (Mr White), and it was certain if Mr Grant had not received the amount in cash he had an account, and he (Mr White) was liable to no one else. He would go further than that. Supposing Grant had paid Dr Hayes, Grant, as appears, and he (Mr White) did not promise Dr Hayes that he would pay him, Dr Hayes could have no case against him. He (Mr White) would be liable to Mr Grant for the amount, but not to Dr Hayes, as he would have made no agreement with him. After quoting from Roscoe on Evidence, as to the liability of a solicitor to pay witnesses expenses, and also Baron Pollock, he said there was no special order of the Court that each witness should be paid his expenses. If the records of the Court were turned up he did not think that it would be found that it was ordered that Dr Hayes should be paid so much, and somebody else so much, in fact he did not think that the Court had any power to make such order. — [168, 383, 319, 1152]
list-item: BLANKETS — [921, 716, 967, 727]
ad-fortune-when: Will Close on or about the 12th April, 1884. — [955, 1121, 1090, 1131]
ad-price: £55, — [851, 1148, 880, 1166]
ad-headline: AUTUMN & WINTER — [792, 44, 1096, 70]
paragraph: Mr Bradlaugh, while lecturing at Bridgewater on March 14th against perpetual pensions, was pelted with rotten eggs, fruit and fireworks. The rougher afterwards wrecked the house where the chairman of the meeting lived. — [484, 159, 630, 221]
list-item: NECK GOODS; — [915, 633, 973, 644]
column-rule — [164, 40, 165, 1425]
paragraph: Mr White: And a solicitor can refuse to give it up. — [14, 1420, 160, 1440]
divider — [528, 75, 586, 76]
ad-cards: CARDS OF ALL DESCRIPTIONS Printed at the Leader Office. — [790, 1280, 941, 1301]
paragraph: Despatches of March 14, say it is doubtful if the Queen will be able to go to Darmstadt to attend the wedding of the Princess Victoria. Her condition is pronounced precarious. She is apparently in good health one day, and the next suffering from extreme fits of depression. If she goes, two physicians will accompany her, and she will be attended by a very limited suite in a quiet retreat at Kranichstein, three miles from Darmstadt, which is being put in readiness for her. The Emperor and Empress of Austria will meet the Queen there, and the Czar will join them in April. — [484, 267, 630, 422]
paragraph: His Worship said it was a question of practice. The witness always had his remedy against the person that subpoenaed him, but that party might be no good. When the witnesses' costs were given against the person losing the case there was the obvious conclusion that the witnesses should be paid. — [168, 83, 318, 166]
paragraph: The following ladies and gentlemen sent contributions of work, provisions, etc.:—Mr and Mrs Manning, Mr and Mrs Cook, Mrs Gillingham (Pacific Creek), Mesdames Macdonald, Preston, Dennistoun, Acland, Tripp, Clark, J. Brown, McDonald, Fish, W. Moore, Huffey, Denniss, Temple, Foster, Tarlton, Stack, Hooge, Cameron, Bannister, Hawke, Lodge, Burbidge, Bowden, Gardiner, Barclay, Corbett, Willoughby, Mr and Mrs James Pye, Miss Taylor, Mr and Mrs John Pye, Mesdames Addis, Bell, Rudd, Pullen, Gloucester, Finch, Hughes, S. H. Clarke, Wareing, Dunlop, Chapman, A. Greig, Ellis, Langdon, Berry, Blake, Mundell and Tuckin, Miss Hamilton, Miss Andrews, Miss Morrison, Messrs Sims, G. F. Brown, Pearpoint, Kelland and Wells. — [326, 1347, 476, 1534]
ad-fortune-right: Post-office Orders Payable to Adamastor. — [1057, 1057, 1093, 1095]
mail-title: ENGLISH MAIL NEWS. — [500, 80, 614, 91]
list-item: GENTS' CLOTHING — [906, 779, 982, 790]
ad-deering-l2: TWINE — [825, 1070, 906, 1093]
paragraph: Cattle—There is little animation in the trade at present for store cattle, those they have found it difficult to sell unless very low prices are accepted, and only for well-grown and forward store bullocks is there any demand. At Mr McDonald's sale a line of 42 well-forward steers so sold at from £3 18s 6d to £4 17s 6d. They sold a few young heifers at Winchester last Thursday at 37s 6d. Fat cattle are obtainable at about 17s 6d per 100lb. At this quotation they have placed a few small lines. — [638, 1193, 782, 1318]
ad-ref: mr29 — [1081, 975, 1098, 985]
